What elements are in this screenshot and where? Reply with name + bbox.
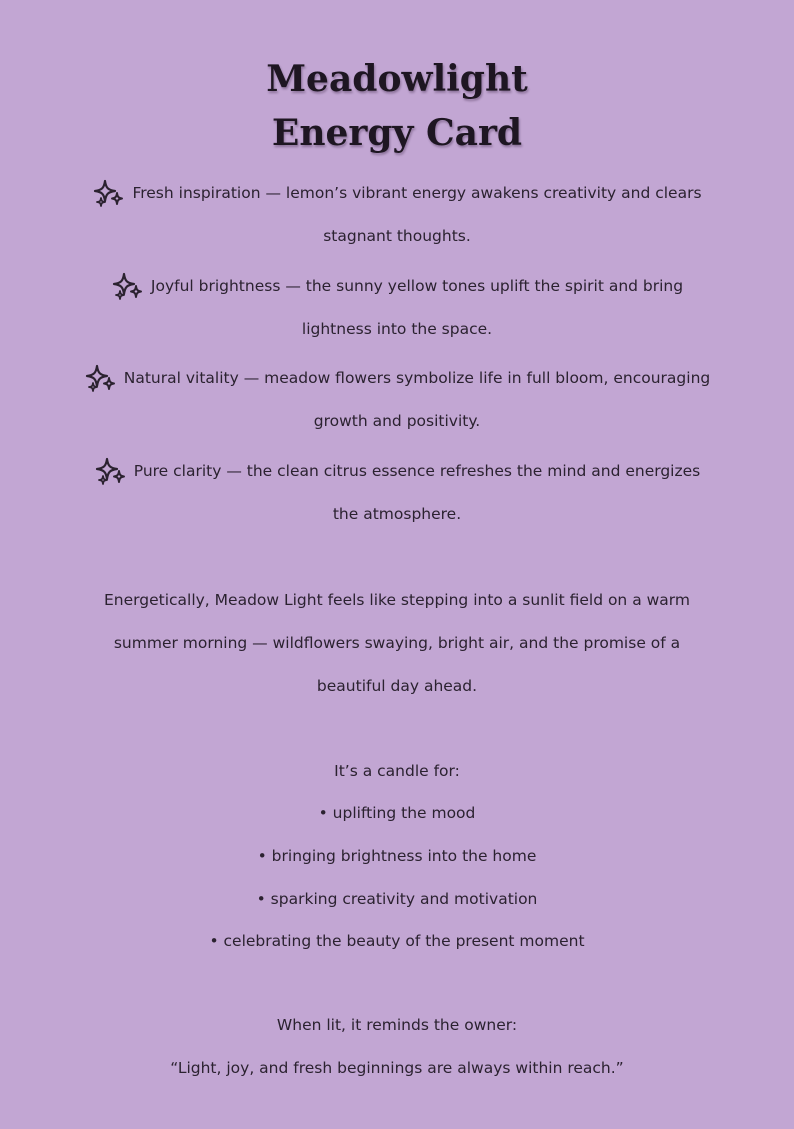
sparkle-icon [92, 177, 126, 211]
feature-text-continued: lightness into the space. [301, 320, 493, 338]
feature-text: Joyful brightness — the sunny yellow tones uplift the spirit and bring [150, 277, 684, 295]
feature-item [0, 357, 794, 443]
feature-text: Pure clarity — the clean citrus essence refreshes the mind and energizes [133, 462, 701, 480]
card-title-line-2: Energy Card [271, 112, 523, 154]
energy-paragraph-line: Energetically, Meadow Light feels like stepping into a sunlit field on a warm [103, 591, 690, 609]
candle-for-list-item: • celebrating the beauty of the present moment [209, 932, 585, 950]
energy-paragraph-line: beautiful day ahead. [316, 677, 478, 695]
candle-for-list-item: • uplifting the mood [318, 804, 476, 822]
sparkle-icon [111, 270, 145, 304]
feature-item [0, 265, 794, 351]
energy-paragraph [0, 579, 794, 708]
feature-text: Natural vitality — meadow flowers symbolize life in full bloom, encouraging [123, 369, 711, 387]
card-title-line-1: Meadowlight [266, 58, 528, 100]
sparkle-icon [94, 455, 128, 489]
reminder-quote: “Light, joy, and fresh beginnings are always within reach.” [170, 1059, 624, 1077]
reminder-intro: When lit, it reminds the owner: [276, 1016, 518, 1034]
feature-text: Fresh inspiration — lemon’s vibrant energy awakens creativity and clears [132, 184, 702, 202]
candle-for-heading: It’s a candle for: [334, 762, 460, 780]
energy-paragraph-line: summer morning — wildflowers swaying, bright air, and the promise of a [113, 634, 681, 652]
feature-text-continued: growth and positivity. [313, 412, 481, 430]
feature-text-continued: stagnant thoughts. [323, 227, 471, 245]
feature-text-continued: the atmosphere. [332, 505, 462, 523]
candle-for-list-item: • bringing brightness into the home [257, 847, 537, 865]
feature-item [0, 450, 794, 536]
feature-item [0, 172, 794, 258]
candle-for-list-item: • sparking creativity and motivation [256, 890, 538, 908]
sparkle-icon [84, 362, 118, 396]
